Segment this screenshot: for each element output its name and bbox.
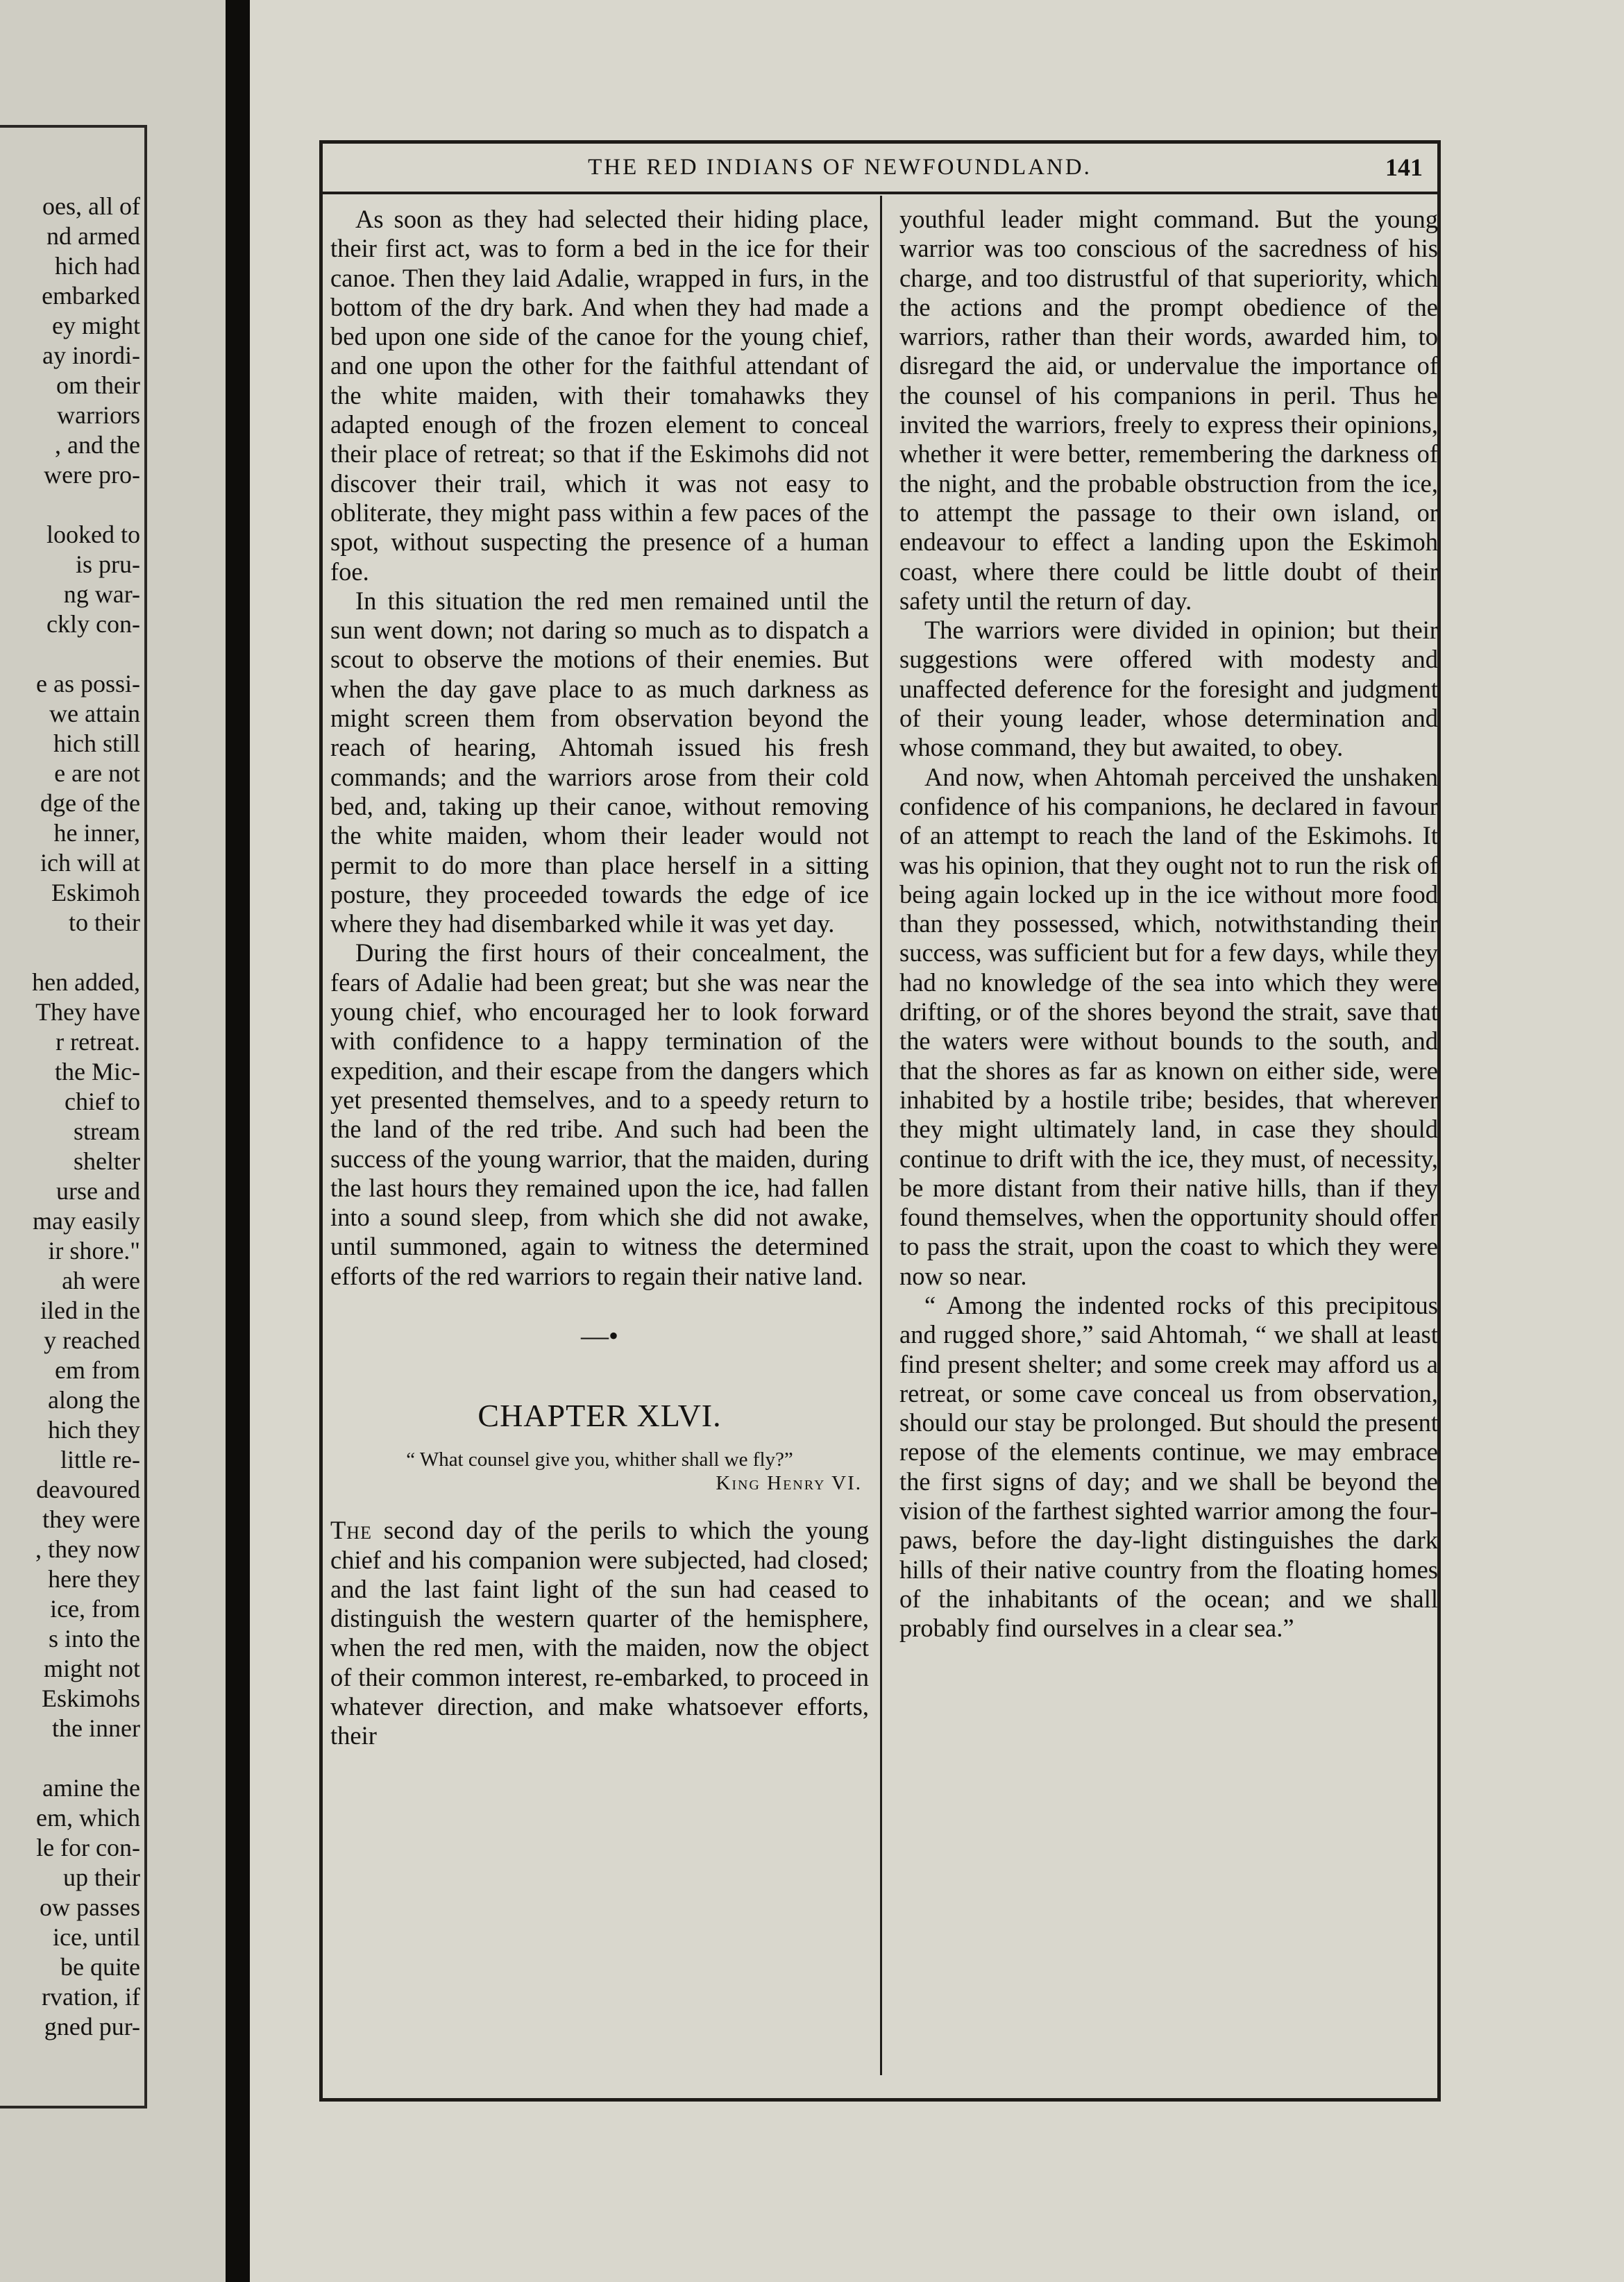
paragraph: As soon as they had selected their hiding place, their first act, was to form a bed in the ice for their canoe. Then they laid Adalie, wrapped in furs, in the bottom of the dry bark. And when they had made a bed upon one side of the canoe for the young chief, and one upon the other for the faithful attendant of the white maiden, with their tomahawks they adapted enough of the frozen element to conceal their place of retreat; so that if the Eskimohs did not discover their trail, which it was not easy to obliterate, they might pass within a few paces of the spot, without suspecting the presence of a human foe. <box>330 205 869 586</box>
facing-page-line: may easily <box>33 1207 140 1235</box>
section-ornament: —• <box>580 1319 618 1351</box>
facing-page-line: they were <box>42 1505 140 1533</box>
facing-page-fragment <box>0 0 226 2282</box>
facing-page-line: om their <box>56 371 140 399</box>
facing-page-line: oes, all of <box>42 192 140 220</box>
facing-page-line: ay inordi- <box>42 341 140 369</box>
facing-page-line: hen added, <box>32 968 140 996</box>
facing-page-line: hich still <box>53 729 140 757</box>
facing-page-line: embarked <box>42 282 140 310</box>
facing-page-line: ich will at <box>40 849 140 877</box>
page-number: 141 <box>1385 153 1423 181</box>
chapter-title: CHAPTER XLVI. <box>477 1398 722 1434</box>
facing-page-line: ey might <box>52 312 140 339</box>
facing-page-line: ice, from <box>50 1595 140 1623</box>
facing-page-line: le for con- <box>36 1834 140 1861</box>
facing-page-line: stream <box>74 1117 140 1145</box>
facing-page-line <box>1 490 140 520</box>
left-column <box>330 205 869 1751</box>
facing-page-line: looked to <box>46 521 140 548</box>
facing-page-line: ir shore." <box>48 1237 140 1265</box>
facing-page-line <box>1 1743 140 1773</box>
facing-page-line: ng war- <box>63 580 140 608</box>
facing-page-line: to their <box>69 908 140 936</box>
paragraph: And now, when Ahtomah perceived the unshaken confidence of his companions, he declared in favour of an attempt to reach the land of the Eskimohs. It was his opinion, that they ought not to run the risk of being again locked up in the ice without more food than they possessed, which, notwithstanding their success, was sufficient but for a few days, while they had no knowledge of the sea into which they were drifting, or of the shores beyond the strait, save that the waters were without bounds to the south, and that the shores as far as known on either side, were inhabited by a hostile tribe; besides, that wherever they might ultimately land, in case they should continue to drift with the ice, they must, of necessity, be more distant from their native hills, than if they found themselves, when the opportunity should offer to pass the strait, upon the coast to which they were now so near. <box>899 762 1438 1290</box>
facing-page-line: e are not <box>54 759 140 787</box>
facing-page-line: s into the <box>49 1625 140 1653</box>
facing-page-line: hich they <box>48 1416 140 1444</box>
facing-page-line: shelter <box>74 1147 140 1175</box>
facing-page-line <box>1 938 140 967</box>
header-rule <box>319 192 1441 194</box>
facing-page-line: amine the <box>42 1774 140 1802</box>
facing-page-line: dge of the <box>40 789 140 817</box>
facing-page-line: gned pur- <box>44 2013 140 2040</box>
running-head: THE RED INDIANS OF NEWFOUNDLAND. <box>588 155 1092 180</box>
paragraph: “ Among the indented rocks of this precipitous and rugged shore,” said Ahtomah, “ we shall at least find present shelter; and some creek may afford us a retreat, or some cave conceal us from observation, should our stay be prolonged. But should the present repose of the elements continue, we may embrace the first signs of day; and we shall be beyond the vision of the farthest sighted warrior among the four-paws, before the day-light distinguishes the dark hills of their native country from the floating homes of the inhabitants of the ocean; and we shall probably find ourselves in a clear sea.” <box>899 1290 1438 1643</box>
facing-page-line: , and the <box>55 431 140 459</box>
chapter-opening-word: The <box>330 1516 372 1545</box>
facing-page-line: They have <box>35 998 140 1026</box>
column-divider <box>880 196 882 2075</box>
facing-page-line: y reached <box>44 1326 140 1354</box>
facing-page-line <box>1 639 140 669</box>
facing-page-line: is pru- <box>76 550 140 578</box>
facing-page-line: r retreat. <box>56 1028 140 1056</box>
facing-page-line: ckly con- <box>46 610 140 638</box>
facing-page-line: he inner, <box>53 819 140 847</box>
facing-page-line: were pro- <box>44 461 140 489</box>
facing-page-line: ah were <box>62 1267 140 1294</box>
facing-page-line: urse and <box>56 1177 140 1205</box>
chapter-opening-paragraph <box>330 1516 869 1750</box>
facing-page-line: chief to <box>65 1088 140 1115</box>
facing-page-line: up their <box>63 1863 140 1891</box>
facing-page-line: Eskimoh <box>51 879 140 906</box>
facing-page-line: hich had <box>55 252 140 280</box>
facing-page-line: might not <box>43 1655 140 1682</box>
paragraph: In this situation the red men remained until the sun went down; not daring so much as to dispatch a scout to observe the motions of their enemies. But when the day gave place to as much darkness as might screen them from observation beyond the reach of hearing, Ahtomah issued his fresh commands; and the warriors arose from their cold bed, and, taking up their canoe, without removing the white maiden, whom their leader would not permit to do more than place herself in a sitting posture, they proceeded towards the edge of ice where they had disembarked while it was yet day. <box>330 586 869 938</box>
facing-page-text <box>1 192 140 2042</box>
facing-page-line: nd armed <box>46 222 140 250</box>
paragraph: During the first hours of their concealment, the fears of Adalie had been great; but she was near the young chief, who encouraged her to look forward with confidence to a happy termination of the expedition, and their escape from the dangers which yet presented themselves, and to a speedy return to the land of the red tribe. And such had been the success of the young warrior, that the maiden, during the last hours they remained upon the ice, had fallen into a sound sleep, from which she did not awake, until summoned, again to witness the determined efforts of the red warriors to regain their native land. <box>330 938 869 1290</box>
facing-page-line: be quite <box>60 1953 140 1981</box>
facing-page-line: here they <box>48 1565 140 1593</box>
facing-page-line: ice, until <box>53 1923 140 1951</box>
facing-page-line: iled in the <box>40 1296 140 1324</box>
facing-page-line: , they now <box>35 1535 140 1563</box>
facing-page-line: Eskimohs <box>41 1684 140 1712</box>
right-column <box>899 205 1438 1643</box>
facing-page-line: em from <box>55 1356 140 1384</box>
facing-page-line: rvation, if <box>42 1983 140 2011</box>
facing-page-line: the Mic- <box>55 1058 140 1085</box>
book-page <box>250 0 1624 2282</box>
epigraph: “ What counsel give you, whither shall we fly?” <box>406 1448 793 1471</box>
facing-page-line: warriors <box>57 401 140 429</box>
facing-page-line: e as possi- <box>36 670 140 698</box>
facing-page-line: little re- <box>60 1446 140 1473</box>
paragraph-continuation: youthful leader might command. But the young warrior was too conscious of the sacredness of his charge, and too distrustful of that superiority, which the actions and the prompt obedience of the warriors, rather than their words, awarded him, to disregard the aid, or undervalue the importance of the counsel of his companions in peril. Thus he invited the warriors, freely to express their opinions, whether it were better, remembering the darkness of the night, and the probable obstruction from the ice, to attempt the passage to their own island, or endeavour to effect a landing upon the Eskimoh coast, where there could be little doubt of their safety until the return of day. <box>899 205 1438 615</box>
facing-page-line: the inner <box>52 1714 140 1742</box>
chapter-opening-text: second day of the perils to which the young chief and his companion were subjected, had closed; and the last faint light of the sun had ceased to distinguish the western quarter of the hemisphere, when the red men, with the maiden, now the object of their common interest, re-embarked, to proceed in whatever direction, and make whatsoever efforts, their <box>330 1516 869 1750</box>
facing-page-line: along the <box>48 1386 140 1414</box>
facing-page-line: we attain <box>49 700 140 727</box>
epigraph-source: King Henry VI. <box>716 1472 862 1495</box>
paragraph: The warriors were divided in opinion; but their suggestions were offered with modesty and unaffected deference for the foresight and judgment of their young leader, whose determination and whose command, they but awaited, to obey. <box>899 616 1438 762</box>
book-gutter <box>226 0 250 2282</box>
facing-page-line: em, which <box>36 1804 140 1832</box>
facing-page-line: deavoured <box>36 1476 140 1503</box>
facing-page-line: ow passes <box>40 1893 140 1921</box>
